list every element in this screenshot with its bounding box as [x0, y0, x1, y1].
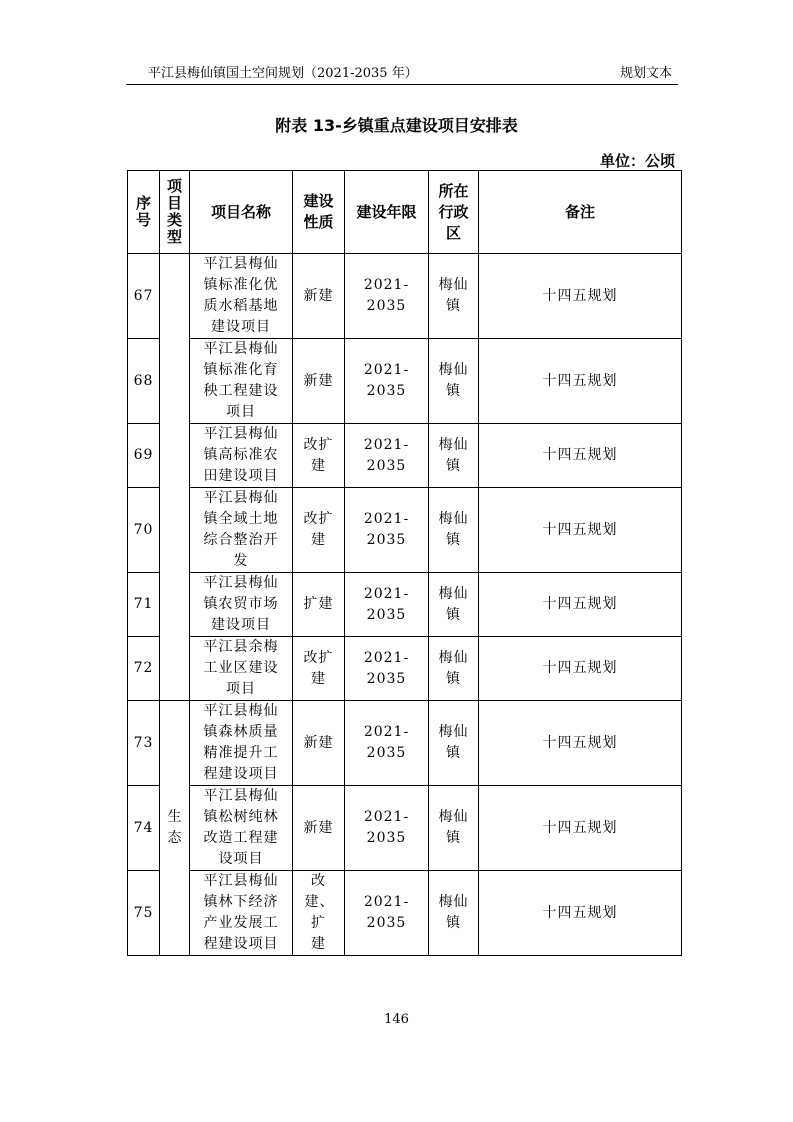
table-row	[128, 871, 682, 956]
project-nature: 新建	[293, 786, 345, 871]
column-header-region: 所在行政区	[429, 171, 479, 254]
row-number: 75	[128, 871, 160, 956]
project-name: 平江县梅仙镇标准化育秧工程建设项目	[190, 339, 293, 424]
project-nature: 新建	[293, 339, 345, 424]
project-type-label: 生态	[167, 809, 183, 846]
row-number: 68	[128, 339, 160, 424]
project-name: 平江县梅仙镇林下经济产业发展工程建设项目	[190, 871, 293, 956]
column-header-note: 备注	[479, 171, 682, 254]
project-note: 十四五规划	[479, 701, 682, 786]
project-years: 2021-2035	[345, 701, 429, 786]
table-row	[128, 786, 682, 871]
project-note: 十四五规划	[479, 424, 682, 488]
project-years: 2021-2035	[345, 488, 429, 573]
column-header-years: 建设年限	[345, 171, 429, 254]
project-nature: 新建	[293, 701, 345, 786]
table-row	[128, 339, 682, 424]
row-number: 67	[128, 254, 160, 339]
project-note: 十四五规划	[479, 786, 682, 871]
table-row	[128, 573, 682, 637]
row-number: 69	[128, 424, 160, 488]
project-name: 平江县梅仙镇高标准农田建设项目	[190, 424, 293, 488]
project-type-cell-eco	[160, 701, 190, 956]
project-years: 2021-2035	[345, 573, 429, 637]
row-number: 74	[128, 786, 160, 871]
row-number: 73	[128, 701, 160, 786]
project-note: 十四五规划	[479, 488, 682, 573]
project-years: 2021-2035	[345, 871, 429, 956]
project-name: 平江县梅仙镇森林质量精准提升工程建设项目	[190, 701, 293, 786]
project-name: 平江县梅仙镇标准化优质水稻基地建设项目	[190, 254, 293, 339]
table-row	[128, 424, 682, 488]
project-years: 2021-2035	[345, 254, 429, 339]
project-name: 平江县梅仙镇全域土地综合整治开发	[190, 488, 293, 573]
column-header-type: 项目类型	[160, 171, 190, 254]
project-region: 梅仙镇	[429, 254, 479, 339]
project-note: 十四五规划	[479, 871, 682, 956]
project-note: 十四五规划	[479, 573, 682, 637]
row-number: 71	[128, 573, 160, 637]
project-nature: 改扩建	[293, 424, 345, 488]
table-row	[128, 701, 682, 786]
project-nature: 改扩建	[293, 488, 345, 573]
project-nature: 改扩建	[293, 637, 345, 701]
table-row	[128, 254, 682, 339]
project-table	[127, 170, 682, 956]
project-region: 梅仙镇	[429, 871, 479, 956]
project-nature: 新建	[293, 254, 345, 339]
project-nature: 改建、扩建	[293, 871, 345, 956]
project-nature: 扩建	[293, 573, 345, 637]
table-title: 附表 13-乡镇重点建设项目安排表	[275, 116, 518, 135]
project-years: 2021-2035	[345, 786, 429, 871]
project-years: 2021-2035	[345, 637, 429, 701]
project-region: 梅仙镇	[429, 424, 479, 488]
project-name: 平江县余梅工业区建设项目	[190, 637, 293, 701]
project-region: 梅仙镇	[429, 488, 479, 573]
column-header-nature: 建设性质	[293, 171, 345, 254]
project-region: 梅仙镇	[429, 786, 479, 871]
column-header-no: 序号	[128, 171, 160, 254]
project-region: 梅仙镇	[429, 637, 479, 701]
page-number: 146	[384, 1012, 409, 1027]
row-number: 70	[128, 488, 160, 573]
table-row	[128, 488, 682, 573]
project-note: 十四五规划	[479, 339, 682, 424]
project-region: 梅仙镇	[429, 339, 479, 424]
project-region: 梅仙镇	[429, 701, 479, 786]
running-header-section: 规划文本	[619, 66, 672, 81]
unit-label: 单位：公顷	[599, 152, 675, 170]
table-row	[128, 637, 682, 701]
project-name: 平江县梅仙镇松树纯林改造工程建设项目	[190, 786, 293, 871]
header-rule	[126, 84, 678, 85]
row-number: 72	[128, 637, 160, 701]
column-header-name: 项目名称	[190, 171, 293, 254]
project-note: 十四五规划	[479, 254, 682, 339]
table-header-row	[128, 171, 682, 254]
running-header-title: 平江县梅仙镇国土空间规划（2021-2035 年）	[148, 66, 418, 81]
project-region: 梅仙镇	[429, 573, 479, 637]
project-type-cell	[160, 254, 190, 701]
project-years: 2021-2035	[345, 339, 429, 424]
project-note: 十四五规划	[479, 637, 682, 701]
project-name: 平江县梅仙镇农贸市场建设项目	[190, 573, 293, 637]
project-years: 2021-2035	[345, 424, 429, 488]
